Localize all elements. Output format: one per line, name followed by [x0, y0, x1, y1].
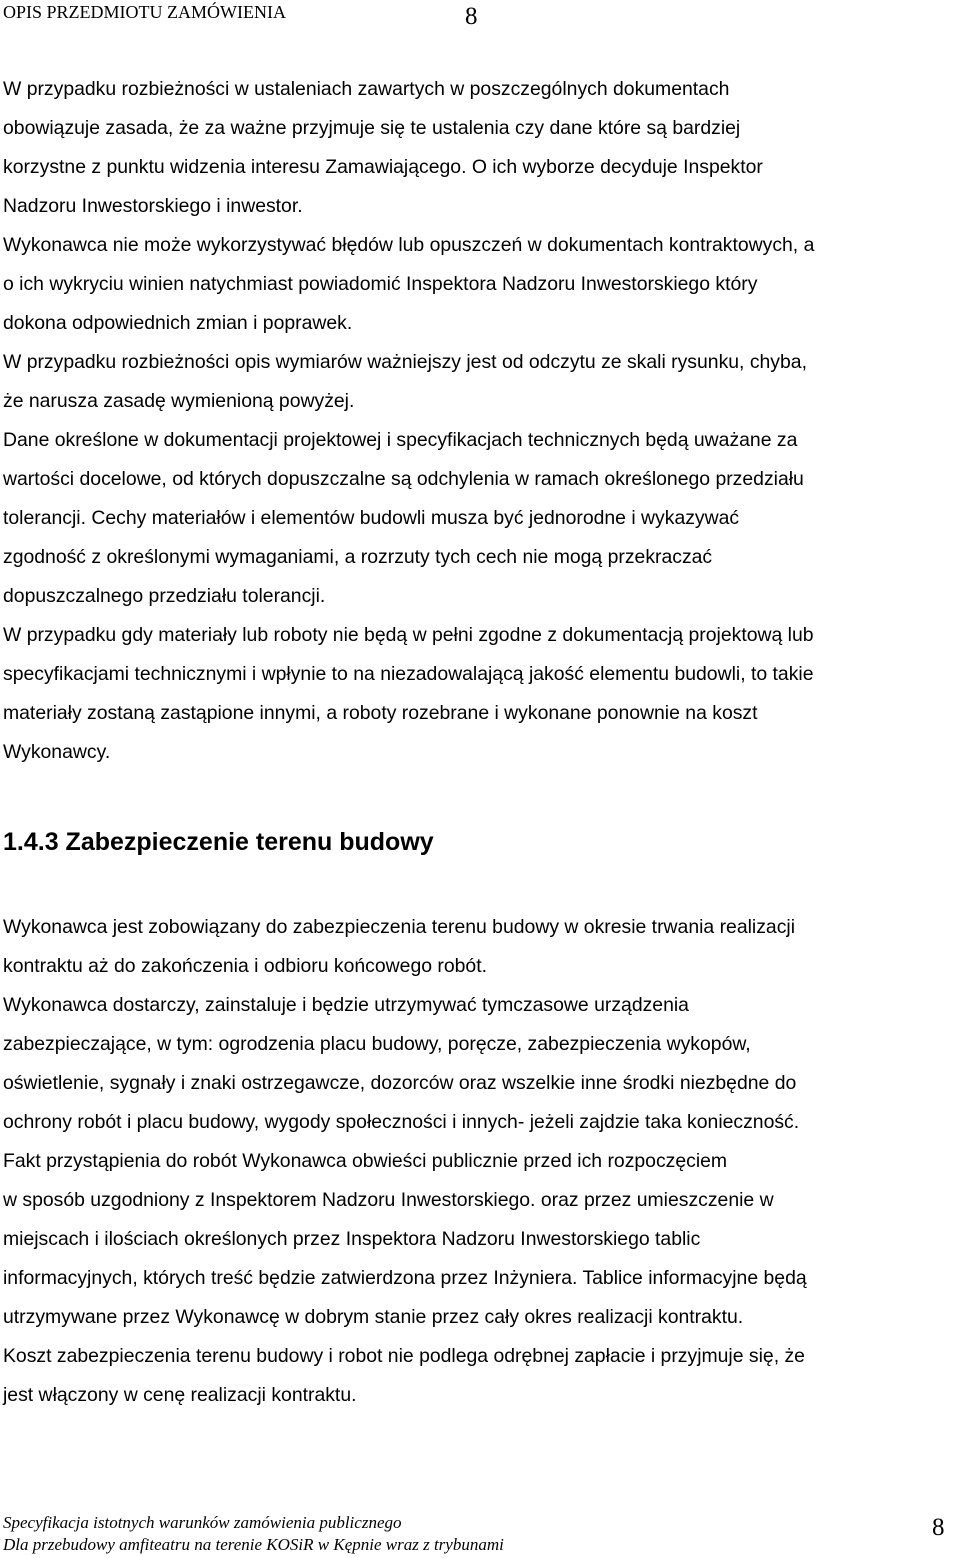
body-line: obowiązuje zasada, że za ważne przyjmuje się te ustalenia czy dane które są bardziej	[3, 117, 741, 139]
section-body-text	[3, 908, 958, 1415]
header-title: OPIS PRZEDMIOTU ZAMÓWIENIA	[3, 2, 286, 22]
section-line: kontraktu aż do zakończenia i odbioru końcowego robót.	[3, 955, 487, 977]
body-line: tolerancji. Cechy materiałów i elementów budowli musza być jednorodne i wykazywać	[3, 507, 740, 529]
section-line: Koszt zabezpieczenia terenu budowy i robot nie podlega odrębnej zapłacie i przyjmuje się, że	[3, 1345, 805, 1367]
section-line: informacyjnych, których treść będzie zatwierdzona przez Inżyniera. Tablice informacyjne będą	[3, 1267, 807, 1289]
body-line: specyfikacjami technicznymi i wpłynie to na niezadowalającą jakość elementu budowli, to takie	[3, 663, 814, 685]
body-line: Wykonawcy.	[3, 741, 111, 763]
section-line: w sposób uzgodniony z Inspektorem Nadzoru Inwestorskiego. oraz przez umieszczenie w	[3, 1189, 774, 1211]
body-line: Nadzoru Inwestorskiego i inwestor.	[3, 195, 303, 217]
footer-page-number: 8	[932, 1514, 945, 1541]
body-line: W przypadku gdy materiały lub roboty nie będą w pełni zgodne z dokumentacją projektową lub	[3, 624, 814, 646]
header-page-number: 8	[465, 3, 478, 30]
body-line: W przypadku rozbieżności opis wymiarów ważniejszy jest od odczytu ze skali rysunku, chyba,	[3, 351, 807, 373]
body-line: dopuszczalnego przedziału tolerancji.	[3, 585, 326, 607]
body-text	[3, 70, 958, 772]
body-line: Dane określone w dokumentacji projektowej i specyfikacjach technicznych będą uważane za	[3, 429, 798, 451]
body-line: materiały zostaną zastąpione innymi, a roboty rozebrane i wykonane ponownie na koszt	[3, 702, 758, 724]
body-line: że narusza zasadę wymienioną powyżej.	[3, 390, 355, 412]
body-line: dokona odpowiednich zmian i poprawek.	[3, 312, 353, 334]
section-line: Wykonawca dostarczy, zainstaluje i będzie utrzymywać tymczasowe urządzenia	[3, 994, 689, 1016]
body-line: o ich wykryciu winien natychmiast powiadomić Inspektora Nadzoru Inwestorskiego który	[3, 273, 758, 295]
body-line: Wykonawca nie może wykorzystywać błędów lub opuszczeń w dokumentach kontraktowych, a	[3, 234, 815, 256]
body-line: W przypadku rozbieżności w ustaleniach zawartych w poszczególnych dokumentach	[3, 78, 730, 100]
section-line: Fakt przystąpienia do robót Wykonawca obwieści publicznie przed ich rozpoczęciem	[3, 1150, 728, 1172]
section-heading: 1.4.3 Zabezpieczenie terenu budowy	[3, 828, 434, 856]
footer	[3, 1512, 504, 1556]
section-line: miejscach i ilościach określonych przez Inspektora Nadzoru Inwestorskiego tablic	[3, 1228, 701, 1250]
body-line: zgodność z określonymi wymaganiami, a rozrzuty tych cech nie mogą przekraczać	[3, 546, 713, 568]
footer-line-1: Specyfikacja istotnych warunków zamówienia publicznego	[3, 1513, 402, 1532]
section-line: oświetlenie, sygnały i znaki ostrzegawcze, dozorców oraz wszelkie inne środki niezbędne do	[3, 1072, 797, 1094]
section-line: ochrony robót i placu budowy, wygody społeczności i innych- jeżeli zajdzie taka konieczność.	[3, 1111, 800, 1133]
section-line: jest włączony w cenę realizacji kontraktu.	[3, 1384, 357, 1406]
section-line: utrzymywane przez Wykonawcę w dobrym stanie przez cały okres realizacji kontraktu.	[3, 1306, 744, 1328]
footer-line-2: Dla przebudowy amfiteatru na terenie KOSiR w Kępnie wraz z trybunami	[3, 1535, 504, 1554]
body-line: korzystne z punktu widzenia interesu Zamawiającego. O ich wyborze decyduje Inspektor	[3, 156, 763, 178]
section-line: zabezpieczające, w tym: ogrodzenia placu budowy, poręcze, zabezpieczenia wykopów,	[3, 1033, 751, 1055]
section-line: Wykonawca jest zobowiązany do zabezpieczenia terenu budowy w okresie trwania realizacji	[3, 916, 796, 938]
body-line: wartości docelowe, od których dopuszczalne są odchylenia w ramach określonego przedziału	[3, 468, 804, 490]
